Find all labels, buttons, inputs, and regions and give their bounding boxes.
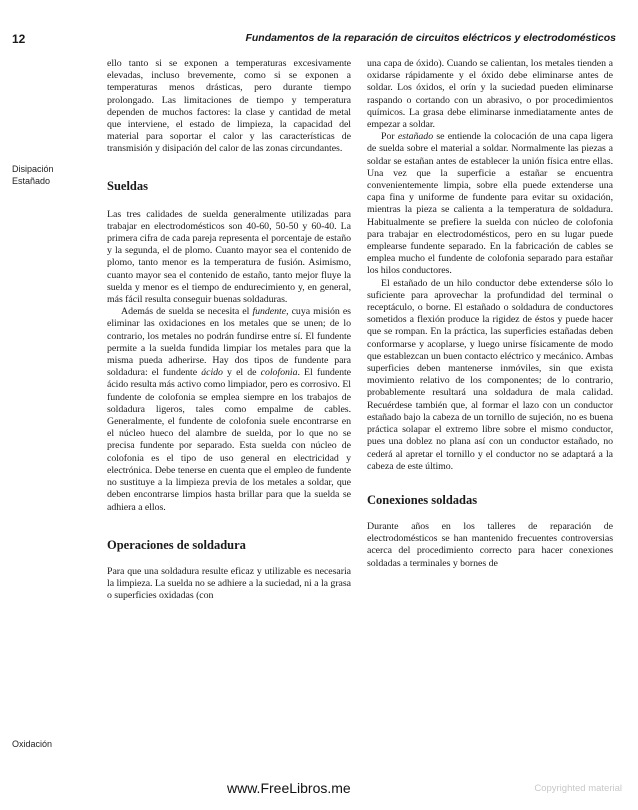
term-acido: ácido — [201, 367, 223, 379]
margin-note-disipacion: Disipación — [12, 164, 54, 174]
page-header — [12, 32, 616, 48]
right-column — [367, 58, 613, 570]
text-run: y el de — [222, 367, 261, 379]
text-run: Además de suelda se necesita el — [121, 306, 253, 318]
heading-operaciones: Operaciones de soldadura — [107, 537, 246, 552]
text-run: Por — [381, 131, 398, 143]
page-number: 12 — [12, 32, 26, 46]
left-paragraph-3 — [107, 306, 351, 513]
heading-conexiones: Conexiones soldadas — [367, 492, 478, 507]
term-colofonia: colofonia — [260, 367, 298, 379]
margin-note-oxidacion: Oxidación — [12, 739, 53, 749]
left-paragraph-2: Las tres calidades de suelda generalmente utilizadas para trabajar en electrodomésticos son 40-60, 50-50 y 60-40. La primera cifra de cada pareja representa el porcentaje de estaño y la segunda, el de plomo. Cuanto mayor sea el contenido de plomo, tanto menor es la temperatura de fusión. Asimismo, cuanto mayor sea el contenido de estaño, tanto mejor fluye la suelda y menor es el tiempo de endurecimiento y, en general, más fácil resulta conseguir buenas soldaduras. — [107, 208, 351, 306]
term-estanado: estañado — [397, 131, 434, 143]
page-footer — [0, 780, 638, 800]
right-paragraph-3: El estañado de un hilo conductor debe extenderse sólo lo suficiente para aprovechar la profundidad del terminal o receptáculo, o borne. El estañado o soldadura de conductores sometidos a flexión produce la rigidez de éstos y puede hacer que se rompan. En la práctica, las superficies estañadas deben conformarse y acoplarse, y luego unirse físicamente de modo que establezcan un buen contacto eléctrico y mecánico. Ambas superficies deben mantenerse inmóviles, sin que exista movimiento relativo de los componentes; de lo contrario, probablemente resultará una soldadura de mala calidad. Recuérdese también que, al formar el lazo con un conductor estañado bajo la cabeza de un tornillo de sujeción, no es buena práctica solapar el extremo libre sobre el mismo conductor, pues una doblez no plana así con un conductor estañado, no cederá al apretar el tornillo y el conductor no se adaptará a la cabeza de este último. — [367, 277, 613, 472]
text-run: . El fundente ácido resulta más activo como limpiador, pero es corrosivo. El fundente de colofonia se emplea siempre en los trabajos de soldadura ligeros, tales como empalme de cables. Generalmente, el fundente de colofonia suele encontrarse en el núcleo hueco del alambre de suelda, por lo que no se precisa fundente por separado. Esta suelda con núcleo de colofonia es el tipo de uso general en electricidad y electrónica. Debe tenerse en cuenta que el empleo de fundente no sustituye a la limpieza previa de los metales a soldar, que deben encontrarse limpios hasta brillar para que la suelda se adhiera a ellos. — [107, 367, 351, 513]
margin-note-estanado: Estañado — [12, 176, 51, 186]
right-paragraph-1: una capa de óxido). Cuando se calientan, los metales tienden a oxidarse rápidamente y el óxido debe eliminarse antes de soldar. Los óxidos, el orín y la suciedad pueden eliminarse raspando o cortando con un abrasivo, o por procedimientos químicos. La grasa debe eliminarse inmediatamente antes de empezar a soldar. — [367, 58, 613, 131]
running-title: Fundamentos de la reparación de circuitos eléctricos y electrodomésticos — [245, 32, 616, 44]
left-paragraph-4: Para que una soldadura resulte eficaz y utilizable es necesaria la limpieza. La suelda no se adhiere a la suciedad, ni a la grasa o superficies oxidadas (con — [107, 565, 351, 602]
footer-url-link[interactable]: www.FreeLibros.me — [227, 780, 351, 796]
right-paragraph-4: Durante años en los talleres de reparación de electrodomésticos se han mantenido frecuentes controversias acerca del procedimiento correcto para hacer conexiones soldadas a terminales y bornes de — [367, 520, 613, 569]
term-fundente: fundente — [252, 306, 287, 318]
right-paragraph-2 — [367, 131, 613, 277]
left-column — [107, 58, 351, 602]
text-run: , cuya misión es eliminar las oxidaciones en los metales que se unen; de lo contrario, los metales no podrán fundirse entre sí. El fundente permite a la suelda fundida limpiar los metales para que la misma pueda adherirse. Hay dos tipos de fundente para soldadura: el fundente — [107, 306, 351, 379]
left-paragraph-1: ello tanto si se exponen a temperaturas excesivamente elevadas, incluso brevemente, como si se exponen a temperaturas menos drásticas, pero durante tiempo prolongado. Las limitaciones de tiempo y temperatura dependen de muchos factores: la clase y cantidad de metal que interviene, el estado de limpieza, la capacidad del material para soportar el calor y las características de transmisión y disipación del calor de las zonas circundantes. — [107, 58, 351, 155]
copyright-watermark: Copyrighted material — [534, 783, 622, 794]
text-run: se entiende la colocación de una capa ligera de suelda sobre el material a soldar. Normalmente las piezas a soldar se estañan antes de establecer la unión física entre ellas. Una vez que la superficie a estañar se encuentra convenientemente limpia, sobre ella puede extenderse una capa fina y uniforme de fundente para evitar su oxidación, mientras la pieza se calienta a la temperatura de soldadura. Habitualmente se prefiere la suelda con núcleo de colofonia para trabajar en electrodomésticos, pero en su lugar puede emplearse fundente separado. En la fabricación de cables se emplea mucho el fundente de colofonia separado para estañar los hilos conductores. — [367, 131, 613, 277]
heading-sueldas: Sueldas — [107, 178, 148, 193]
